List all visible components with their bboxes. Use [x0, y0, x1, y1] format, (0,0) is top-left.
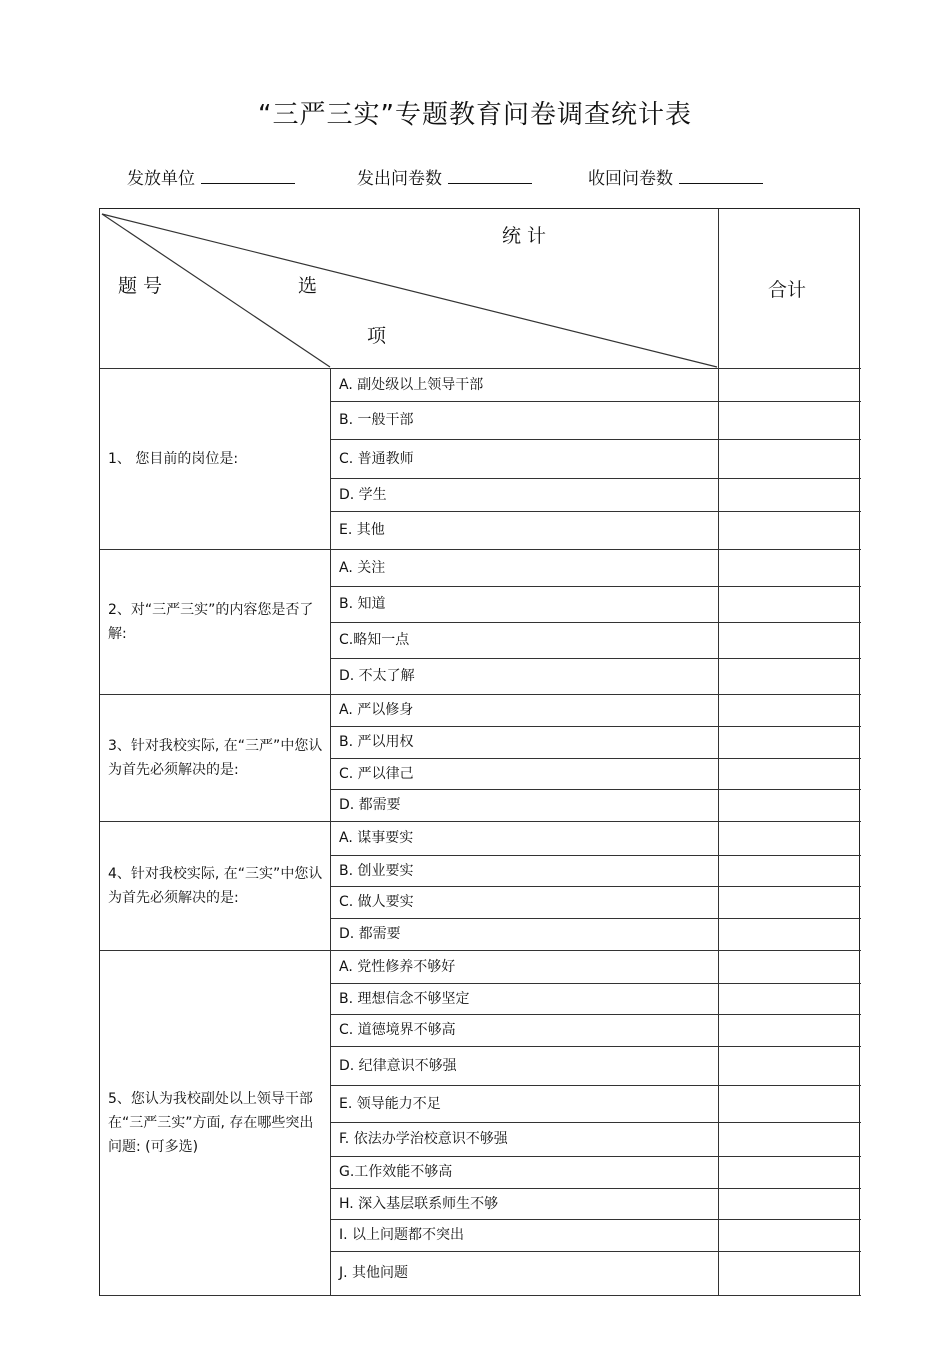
option-label: A. 关注: [339, 559, 386, 576]
option-label: E. 其他: [339, 522, 385, 538]
question-number-header-label: 题 号: [118, 275, 163, 297]
option-label: A. 严以修身: [339, 702, 414, 718]
total-cell[interactable]: [719, 623, 859, 657]
total-cell[interactable]: [719, 659, 859, 693]
page-title: “三严三实”专题教育问卷调查统计表: [258, 100, 692, 130]
option-label: C. 普通教师: [339, 450, 414, 467]
total-cell[interactable]: [719, 1015, 859, 1045]
option-label: B. 一般干部: [339, 412, 414, 428]
option-label: C. 道德境界不够高: [339, 1022, 456, 1038]
question-text: 1、 您目前的岗位是:: [108, 450, 239, 467]
total-cell[interactable]: [719, 479, 859, 510]
option-label: J. 其他问题: [339, 1265, 409, 1281]
issuing-unit-field: [127, 164, 295, 189]
question-text: 4、针对我校实际, 在“三实”中您认为首先必须解决的是:: [108, 865, 323, 906]
total-cell[interactable]: [719, 759, 859, 788]
option-label: H. 深入基层联系师生不够: [339, 1195, 499, 1212]
total-cell[interactable]: [719, 1157, 859, 1187]
returned-count-label: 收回问卷数: [588, 169, 673, 189]
option-label: C.略知一点: [339, 632, 410, 648]
option-label: B. 创业要实: [339, 862, 414, 879]
total-cell[interactable]: [719, 1220, 859, 1250]
returned-count-field: [588, 164, 763, 189]
total-cell[interactable]: [719, 887, 859, 917]
total-cell[interactable]: [719, 951, 859, 982]
total-cell[interactable]: [719, 1189, 859, 1218]
issued-count-label: 发出问卷数: [357, 169, 442, 189]
total-cell[interactable]: [719, 1047, 859, 1084]
returned-count-blank[interactable]: [679, 169, 763, 184]
option-label: B. 严以用权: [339, 734, 414, 750]
total-cell[interactable]: [719, 587, 859, 621]
total-cell[interactable]: [719, 1252, 859, 1294]
question-group-divider: [100, 1295, 861, 1296]
issuing-unit-blank[interactable]: [201, 169, 295, 184]
issued-count-blank[interactable]: [448, 169, 532, 184]
total-cell[interactable]: [719, 984, 859, 1013]
total-cell[interactable]: [719, 695, 859, 725]
total-cell[interactable]: [719, 919, 859, 949]
option-label: F. 依法办学治校意识不够强: [339, 1131, 508, 1147]
option-label: A. 党性修养不够好: [339, 958, 456, 975]
question-text: 5、您认为我校副处以上领导干部在“三严三实”方面, 存在哪些突出问题: (可多选): [108, 1090, 314, 1155]
option-label: I. 以上问题都不突出: [339, 1227, 465, 1243]
option-label: A. 谋事要实: [339, 830, 414, 846]
option-header-label-1: 选: [298, 275, 318, 297]
issuing-unit-label: 发放单位: [127, 169, 195, 189]
total-cell[interactable]: [719, 369, 859, 400]
header-diagonal-lines: [100, 209, 861, 369]
option-label: B. 理想信念不够坚定: [339, 990, 470, 1007]
survey-table: [99, 208, 860, 1296]
total-cell[interactable]: [719, 727, 859, 757]
total-cell[interactable]: [719, 856, 859, 885]
option-label: D. 不太了解: [339, 668, 415, 684]
total-header-label: 合计: [768, 279, 807, 301]
option-label: E. 领导能力不足: [339, 1095, 441, 1112]
option-header-label-2: 项: [367, 325, 387, 347]
question-text: 3、针对我校实际, 在“三严”中您认为首先必须解决的是:: [108, 737, 323, 778]
option-label: D. 学生: [339, 486, 387, 503]
total-cell[interactable]: [719, 790, 859, 820]
total-cell[interactable]: [719, 550, 859, 585]
total-cell[interactable]: [719, 822, 859, 854]
option-label: D. 纪律意识不够强: [339, 1057, 457, 1074]
total-cell[interactable]: [719, 1086, 859, 1121]
total-cell[interactable]: [719, 440, 859, 477]
option-label: B. 知道: [339, 596, 386, 612]
option-label: C. 严以律己: [339, 765, 414, 782]
option-label: D. 都需要: [339, 926, 401, 942]
total-cell[interactable]: [719, 512, 859, 548]
total-cell[interactable]: [719, 402, 859, 438]
option-label: A. 副处级以上领导干部: [339, 376, 484, 393]
issued-count-field: [357, 164, 532, 189]
total-cell[interactable]: [719, 1123, 859, 1155]
question-text: 2、对“三严三实”的内容您是否了解:: [108, 601, 314, 642]
option-label: C. 做人要实: [339, 894, 414, 910]
stat-header-label: 统 计: [502, 225, 547, 247]
option-label: D. 都需要: [339, 797, 401, 813]
option-label: G.工作效能不够高: [339, 1164, 453, 1180]
